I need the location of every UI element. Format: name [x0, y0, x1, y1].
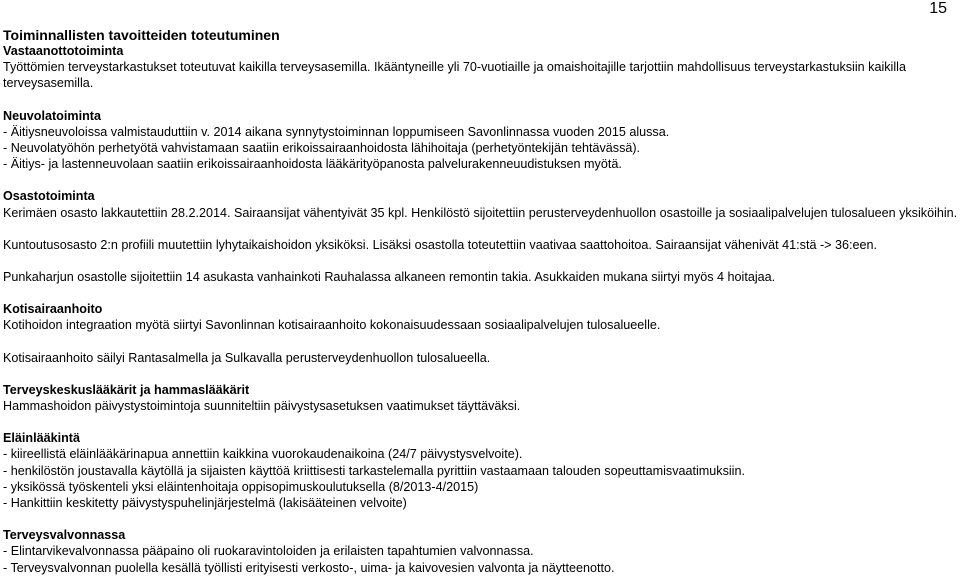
paragraph: Kerimäen osasto lakkautettiin 28.2.2014. Sairaansijat vähentyivät 35 kpl. Henkilöstö sijoitettiin perusterveydenhuollon osastoille ja sosiaalipalvelujen tulosalueen yksiköihin. — [3, 205, 958, 220]
section-heading: Neuvolatoiminta — [3, 108, 101, 123]
section-heading: Terveysvalvonnassa — [3, 528, 126, 543]
list-item: - Äitiysneuvoloissa valmistauduttiin v. 2014 aikana synnytystoiminnan loppumiseen Savonlinnassa vuoden 2015 alussa. — [3, 124, 670, 139]
list-item: - yksikössä työskenteli yksi eläintenhoitaja oppisopimuskoulutuksella (8/2013-4/2015) — [3, 479, 479, 494]
list-item: - kiireellistä eläinlääkärinapua annettiin kaikkina vuorokaudenaikoina (24/7 päivystysvelvoite). — [3, 447, 523, 462]
paragraph: Hammashoidon päivystystoimintoja suunniteltiin päivystysasetuksen vaatimukset täyttäväksi. — [3, 399, 521, 414]
paragraph: Punkaharjun osastolle sijoitettiin 14 asukasta vanhainkoti Rauhalassa alkaneen remontin takia. Asukkaiden mukana siirtyi myös 4 hoitajaa. — [3, 270, 776, 285]
section-elainlaakinta — [3, 430, 958, 511]
list-item: - Neuvolatyöhön perhetyötä vahvistamaan saatiin erikoissairaanhoidosta lähihoitaja (perhetyöntekijän tehtävässä). — [3, 141, 641, 156]
list-item: - henkilöstön joustavalla käytöllä ja sijaisten käyttöä kriittisesti tarkastelemalla pyrittiin vastaamaan talouden sopeuttamisvaatimuksiin. — [3, 463, 745, 478]
paragraph: Kotihoidon integraation myötä siirtyi Savonlinnan kotisairaanhoito kokonaisuudessaan sosiaalipalvelujen tulosalueelle. — [3, 318, 661, 333]
section-terveysvalvonta — [3, 527, 958, 576]
section-neuvolatoiminta — [3, 108, 958, 173]
section-terveyskeskuslaakarit — [3, 382, 958, 414]
paragraph: Kotisairaanhoito säilyi Rantasalmella ja Sulkavalla perusterveydenhuollon tulosalueella. — [3, 350, 491, 365]
section-vastaanottotoiminta — [3, 43, 958, 92]
paragraph: Työttömien terveystarkastukset toteutuvat kaikilla terveysasemilla. Ikääntyneille yli 70-vuotiaille ja omaishoitajille tarjottiin mahdollisuus terveystarkastuksiin kaikilla terveysasemilla. — [3, 60, 906, 91]
section-osastotoiminta — [3, 188, 958, 285]
list-item: - Äitiys- ja lastenneuvolaan saatiin erikoissairaanhoidosta lääkärityöpanosta palvelurakenneuudistuksen myötä. — [3, 157, 622, 172]
document-title: Toiminnallisten tavoitteiden toteutuminen — [3, 27, 280, 43]
section-heading: Vastaanottotoiminta — [3, 44, 124, 58]
list-item: - Terveysvalvonnan puolella kesällä työllisti erityisesti verkosto-, uima- ja kaivovesien valvonta ja näytteenotto. — [3, 560, 615, 575]
list-item: - Elintarvikevalvonnassa pääpaino oli ruokaravintoloiden ja erilaisten tapahtumien valvonnassa. — [3, 544, 534, 559]
list-item: - Hankittiin keskitetty päivystyspuhelinjärjestelmä (lakisääteinen velvoite) — [3, 496, 407, 511]
section-heading: Kotisairaanhoito — [3, 302, 103, 317]
section-kotisairaanhoito — [3, 301, 958, 366]
section-heading: Eläinlääkintä — [3, 431, 80, 446]
section-heading: Terveyskeskuslääkärit ja hammaslääkärit — [3, 382, 250, 397]
page-number: 15 — [929, 0, 947, 17]
document-body — [3, 43, 958, 576]
paragraph: Kuntoutusosasto 2:n profiili muutettiin lyhytaikaishoidon yksiköksi. Lisäksi osastolla toteutettiin vaativaa saattohoitoa. Sairaansijat vähenivät 41:stä -> 36:een. — [3, 237, 878, 252]
section-heading: Osastotoiminta — [3, 189, 95, 204]
